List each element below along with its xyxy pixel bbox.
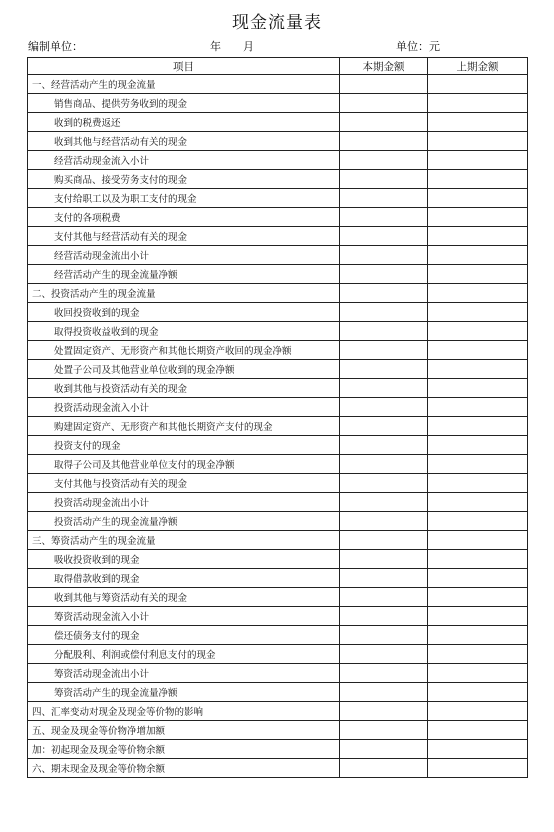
current-period-amount-cell xyxy=(340,303,428,322)
current-period-amount-cell xyxy=(340,113,428,132)
table-row xyxy=(28,265,528,284)
table-row xyxy=(28,170,528,189)
current-period-amount-cell xyxy=(340,645,428,664)
table-row xyxy=(28,645,528,664)
row-label: 经营活动现金流入小计 xyxy=(28,151,340,170)
table-row xyxy=(28,702,528,721)
table-row xyxy=(28,759,528,778)
table-row xyxy=(28,151,528,170)
current-period-amount-cell xyxy=(340,721,428,740)
prior-period-amount-cell xyxy=(428,284,528,303)
row-label: 筹资活动产生的现金流量净额 xyxy=(28,683,340,702)
row-label: 收到其他与筹资活动有关的现金 xyxy=(28,588,340,607)
prior-period-amount-cell xyxy=(428,702,528,721)
prior-period-amount-cell xyxy=(428,607,528,626)
row-label: 收到其他与经营活动有关的现金 xyxy=(28,132,340,151)
current-period-amount-cell xyxy=(340,569,428,588)
table-row xyxy=(28,626,528,645)
current-period-amount-cell xyxy=(340,322,428,341)
row-label: 取得投资收益收到的现金 xyxy=(28,322,340,341)
current-period-amount-cell xyxy=(340,588,428,607)
prior-period-amount-cell xyxy=(428,246,528,265)
row-label: 处置子公司及其他营业单位收到的现金净额 xyxy=(28,360,340,379)
table-row xyxy=(28,379,528,398)
prior-period-amount-cell xyxy=(428,113,528,132)
row-label: 收回投资收到的现金 xyxy=(28,303,340,322)
current-period-amount-cell xyxy=(340,455,428,474)
prior-period-amount-cell xyxy=(428,208,528,227)
row-label: 二、投资活动产生的现金流量 xyxy=(28,284,340,303)
row-label: 经营活动产生的现金流量净额 xyxy=(28,265,340,284)
column-header-current-period: 本期金额 xyxy=(340,58,428,75)
row-label: 加：初起现金及现金等价物余额 xyxy=(28,740,340,759)
row-label: 取得子公司及其他营业单位支付的现金净额 xyxy=(28,455,340,474)
row-label: 六、期末现金及现金等价物余额 xyxy=(28,759,340,778)
prior-period-amount-cell xyxy=(428,379,528,398)
prior-period-amount-cell xyxy=(428,94,528,113)
row-label: 经营活动现金流出小计 xyxy=(28,246,340,265)
current-period-amount-cell xyxy=(340,341,428,360)
table-row xyxy=(28,512,528,531)
row-label: 五、现金及现金等价物净增加额 xyxy=(28,721,340,740)
table-row xyxy=(28,721,528,740)
current-period-amount-cell xyxy=(340,531,428,550)
prior-period-amount-cell xyxy=(428,398,528,417)
table-row xyxy=(28,75,528,94)
current-period-amount-cell xyxy=(340,227,428,246)
table-row xyxy=(28,550,528,569)
prior-period-amount-cell xyxy=(428,436,528,455)
row-label: 筹资活动现金流入小计 xyxy=(28,607,340,626)
table-row xyxy=(28,208,528,227)
column-header-item: 项目 xyxy=(28,58,340,75)
prior-period-amount-cell xyxy=(428,455,528,474)
table-row xyxy=(28,341,528,360)
current-period-amount-cell xyxy=(340,132,428,151)
current-period-amount-cell xyxy=(340,189,428,208)
prior-period-amount-cell xyxy=(428,474,528,493)
table-row xyxy=(28,284,528,303)
prior-period-amount-cell xyxy=(428,493,528,512)
current-period-amount-cell xyxy=(340,474,428,493)
prior-period-amount-cell xyxy=(428,569,528,588)
prior-period-amount-cell xyxy=(428,75,528,94)
prior-period-amount-cell xyxy=(428,512,528,531)
prior-period-amount-cell xyxy=(428,151,528,170)
row-label: 购买商品、接受劳务支付的现金 xyxy=(28,170,340,189)
row-label: 支付给职工以及为职工支付的现金 xyxy=(28,189,340,208)
prior-period-amount-cell xyxy=(428,588,528,607)
prior-period-amount-cell xyxy=(428,740,528,759)
prior-period-amount-cell xyxy=(428,626,528,645)
current-period-amount-cell xyxy=(340,151,428,170)
table-row xyxy=(28,683,528,702)
prior-period-amount-cell xyxy=(428,170,528,189)
row-label: 支付其他与经营活动有关的现金 xyxy=(28,227,340,246)
table-row xyxy=(28,607,528,626)
prior-period-amount-cell xyxy=(428,550,528,569)
current-period-amount-cell xyxy=(340,284,428,303)
current-period-amount-cell xyxy=(340,265,428,284)
page-title: 现金流量表 xyxy=(232,13,322,33)
table-row xyxy=(28,664,528,683)
row-label: 投资活动现金流出小计 xyxy=(28,493,340,512)
current-period-amount-cell xyxy=(340,550,428,569)
row-label: 分配股利、利润或偿付利息支付的现金 xyxy=(28,645,340,664)
table-row xyxy=(28,417,528,436)
current-period-amount-cell xyxy=(340,417,428,436)
current-period-amount-cell xyxy=(340,398,428,417)
cash-flow-table xyxy=(27,57,528,778)
prior-period-amount-cell xyxy=(428,341,528,360)
row-label: 一、经营活动产生的现金流量 xyxy=(28,75,340,94)
currency-unit-label: 单位：元 xyxy=(396,40,440,53)
prior-period-amount-cell xyxy=(428,683,528,702)
prior-period-amount-cell xyxy=(428,303,528,322)
table-row xyxy=(28,189,528,208)
current-period-amount-cell xyxy=(340,740,428,759)
current-period-amount-cell xyxy=(340,664,428,683)
prior-period-amount-cell xyxy=(428,531,528,550)
table-row xyxy=(28,246,528,265)
row-label: 偿还债务支付的现金 xyxy=(28,626,340,645)
table-row xyxy=(28,740,528,759)
table-row xyxy=(28,113,528,132)
current-period-amount-cell xyxy=(340,626,428,645)
row-label: 三、筹资活动产生的现金流量 xyxy=(28,531,340,550)
current-period-amount-cell xyxy=(340,75,428,94)
table-row xyxy=(28,588,528,607)
row-label: 处置固定资产、无形资产和其他长期资产收回的现金净额 xyxy=(28,341,340,360)
table-row xyxy=(28,474,528,493)
preparer-unit-label: 编制单位： xyxy=(28,40,83,53)
table-body xyxy=(28,75,528,778)
current-period-amount-cell xyxy=(340,436,428,455)
current-period-amount-cell xyxy=(340,493,428,512)
prior-period-amount-cell xyxy=(428,417,528,436)
table-row xyxy=(28,569,528,588)
table-row xyxy=(28,322,528,341)
year-label: 年 xyxy=(210,40,221,53)
table-row xyxy=(28,398,528,417)
prior-period-amount-cell xyxy=(428,189,528,208)
current-period-amount-cell xyxy=(340,683,428,702)
prior-period-amount-cell xyxy=(428,322,528,341)
row-label: 投资活动现金流入小计 xyxy=(28,398,340,417)
row-label: 支付其他与投资活动有关的现金 xyxy=(28,474,340,493)
prior-period-amount-cell xyxy=(428,759,528,778)
current-period-amount-cell xyxy=(340,702,428,721)
row-label: 投资支付的现金 xyxy=(28,436,340,455)
current-period-amount-cell xyxy=(340,208,428,227)
row-label: 购建固定资产、无形资产和其他长期资产支付的现金 xyxy=(28,417,340,436)
table-row xyxy=(28,493,528,512)
row-label: 销售商品、提供劳务收到的现金 xyxy=(28,94,340,113)
current-period-amount-cell xyxy=(340,607,428,626)
table-row xyxy=(28,94,528,113)
table-row xyxy=(28,360,528,379)
prior-period-amount-cell xyxy=(428,664,528,683)
row-label: 收到其他与投资活动有关的现金 xyxy=(28,379,340,398)
current-period-amount-cell xyxy=(340,759,428,778)
current-period-amount-cell xyxy=(340,512,428,531)
prior-period-amount-cell xyxy=(428,645,528,664)
table-row xyxy=(28,531,528,550)
table-row xyxy=(28,227,528,246)
row-label: 支付的各项税费 xyxy=(28,208,340,227)
prior-period-amount-cell xyxy=(428,132,528,151)
table-row xyxy=(28,455,528,474)
column-header-prior-period: 上期金额 xyxy=(428,58,528,75)
table-header-row xyxy=(28,58,528,75)
table-row xyxy=(28,132,528,151)
table-row xyxy=(28,436,528,455)
row-label: 取得借款收到的现金 xyxy=(28,569,340,588)
row-label: 投资活动产生的现金流量净额 xyxy=(28,512,340,531)
row-label: 收到的税费返还 xyxy=(28,113,340,132)
current-period-amount-cell xyxy=(340,170,428,189)
row-label: 筹资活动现金流出小计 xyxy=(28,664,340,683)
row-label: 四、汇率变动对现金及现金等价物的影响 xyxy=(28,702,340,721)
prior-period-amount-cell xyxy=(428,360,528,379)
current-period-amount-cell xyxy=(340,360,428,379)
prior-period-amount-cell xyxy=(428,721,528,740)
month-label: 月 xyxy=(243,40,254,53)
row-label: 吸收投资收到的现金 xyxy=(28,550,340,569)
prior-period-amount-cell xyxy=(428,265,528,284)
prior-period-amount-cell xyxy=(428,227,528,246)
current-period-amount-cell xyxy=(340,94,428,113)
table-row xyxy=(28,303,528,322)
current-period-amount-cell xyxy=(340,379,428,398)
current-period-amount-cell xyxy=(340,246,428,265)
